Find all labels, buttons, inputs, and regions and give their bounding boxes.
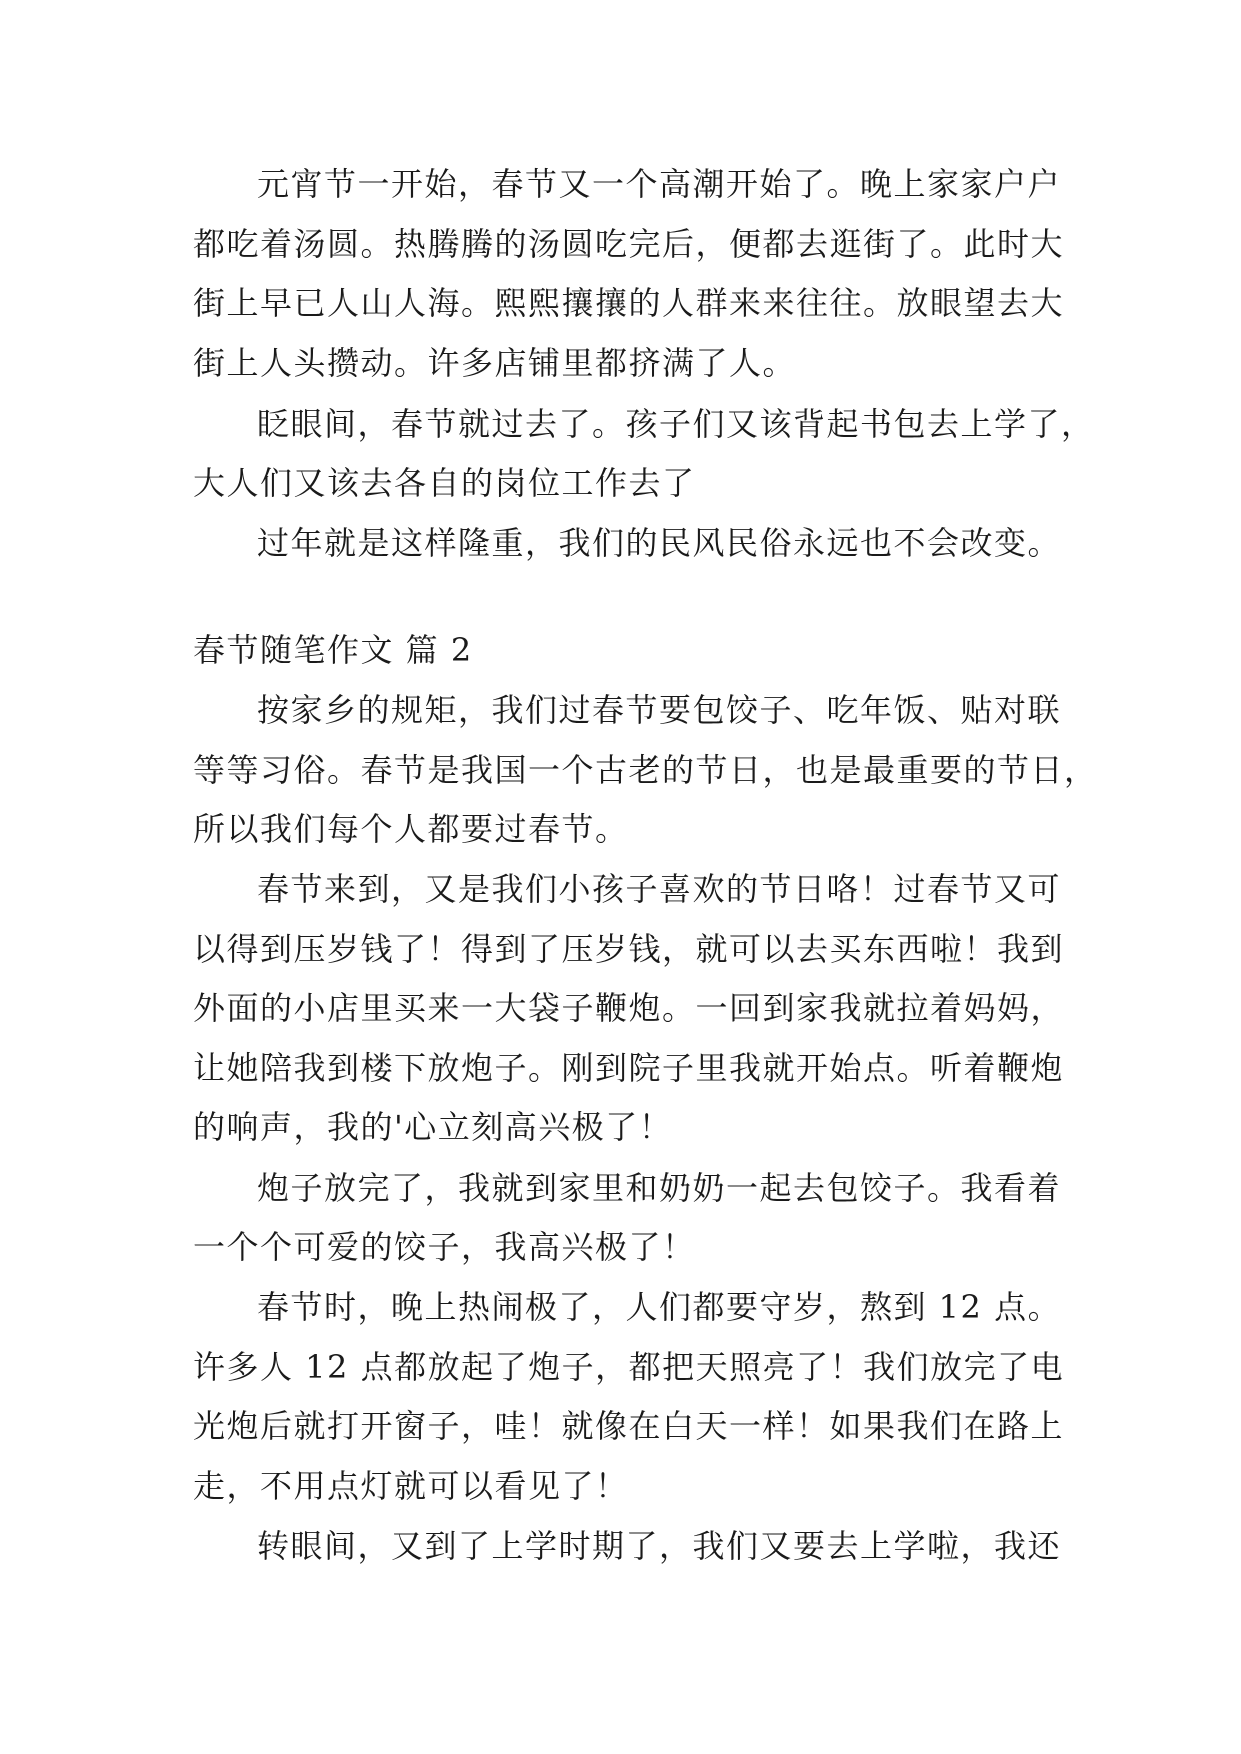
- paragraph-line: 春节来到，又是我们小孩子喜欢的节日咯！过春节又可: [257, 870, 1062, 908]
- paragraph-line: 所以我们每个人都要过春节。: [193, 810, 629, 848]
- section-title: 春节随笔作文 篇 2: [193, 631, 473, 669]
- paragraph-line: 街上人头攒动。许多店铺里都挤满了人。: [193, 344, 797, 382]
- paragraph-line: 元宵节一开始，春节又一个高潮开始了。晚上家家户户: [257, 165, 1062, 203]
- paragraph-line: 过年就是这样隆重，我们的民风民俗永远也不会改变。: [257, 524, 1062, 562]
- paragraph-line: 街上早已人山人海。熙熙攘攘的人群来来往往。放眼望去大: [193, 284, 1065, 322]
- paragraph-line: 等等习俗。春节是我国一个古老的节日，也是最重要的节日，: [193, 751, 1098, 789]
- paragraph-line: 大人们又该去各自的岗位工作去了: [193, 464, 696, 502]
- paragraph-line: 许多人 12 点都放起了炮子，都把天照亮了！我们放完了电: [193, 1348, 1065, 1386]
- paragraph-line: 的响声，我的'心立刻高兴极了！: [193, 1108, 673, 1146]
- paragraph-line: 外面的小店里买来一大袋子鞭炮。一回到家我就拉着妈妈，: [193, 989, 1065, 1027]
- paragraph-line: 让她陪我到楼下放炮子。刚到院子里我就开始点。听着鞭炮: [193, 1049, 1065, 1087]
- paragraph-line: 眨眼间，春节就过去了。孩子们又该背起书包去上学了，: [257, 405, 1095, 443]
- paragraph-line: 春节时，晚上热闹极了，人们都要守岁，熬到 12 点。: [257, 1288, 1062, 1326]
- paragraph-line: 一个个可爱的饺子，我高兴极了！: [193, 1228, 696, 1266]
- paragraph-line: 光炮后就打开窗子，哇！就像在白天一样！如果我们在路上: [193, 1407, 1065, 1445]
- paragraph-line: 以得到压岁钱了！得到了压岁钱，就可以去买东西啦！我到: [193, 930, 1065, 968]
- paragraph-line: 转眼间，又到了上学时期了，我们又要去上学啦，我还: [257, 1527, 1062, 1565]
- paragraph-line: 走，不用点灯就可以看见了！: [193, 1467, 629, 1505]
- paragraph-line: 炮子放完了，我就到家里和奶奶一起去包饺子。我看着: [257, 1169, 1062, 1207]
- paragraph-line: 都吃着汤圆。热腾腾的汤圆吃完后，便都去逛街了。此时大: [193, 225, 1065, 263]
- paragraph-line: 按家乡的规矩，我们过春节要包饺子、吃年饭、贴对联: [257, 691, 1062, 729]
